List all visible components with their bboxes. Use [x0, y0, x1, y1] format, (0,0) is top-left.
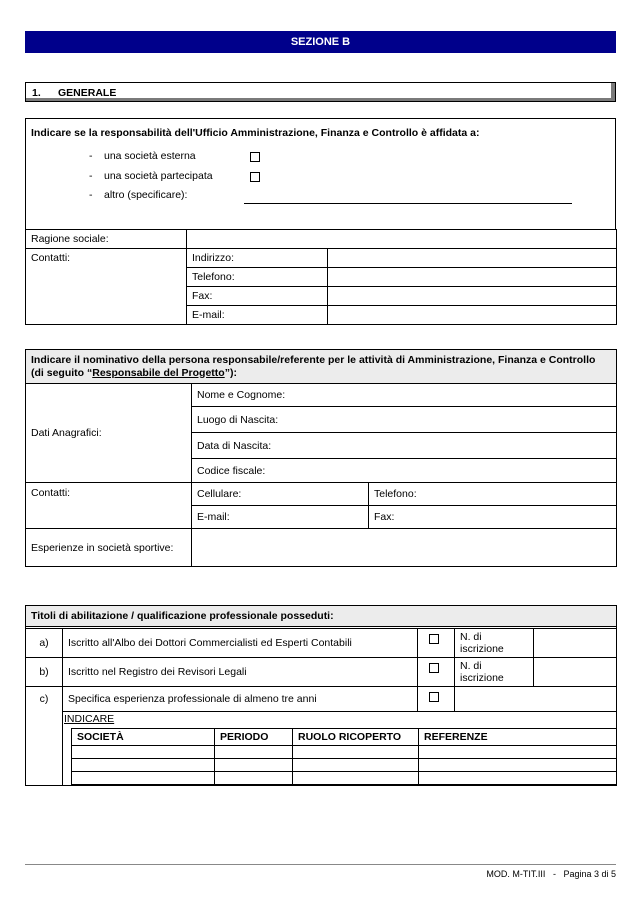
cellulare-field[interactable]: Cellulare: [192, 483, 369, 506]
option-label-altro: altro (specificare): [104, 189, 188, 201]
responsibility-question: Indicare se la responsabilità dell'Ufficio Amministrazione, Finanza e Controllo è affidata a: [31, 127, 480, 139]
inner-cell[interactable] [293, 772, 419, 785]
block-responsibility [25, 118, 616, 230]
fax-label: Fax: [187, 287, 328, 306]
telefono-field-2[interactable]: Telefono: [369, 483, 617, 506]
section-title: GENERALE [58, 87, 117, 99]
data-nascita-field[interactable]: Data di Nascita: [192, 433, 617, 459]
telefono-field[interactable] [328, 268, 617, 287]
row-letter: c) [26, 687, 63, 712]
inner-cell[interactable] [72, 772, 215, 785]
esperienza-checkbox-cell [418, 687, 455, 712]
nome-cognome-field[interactable]: Nome e Cognome: [192, 384, 617, 407]
indicare-label: INDICARE [64, 713, 115, 725]
email-field[interactable] [328, 306, 617, 325]
qualifications-title: Titoli di abilitazione / qualificazione professionale posseduti: [26, 606, 616, 627]
altro-input-line[interactable] [244, 203, 572, 204]
checkbox-albo[interactable] [429, 634, 439, 644]
option-label-partecipata: una società partecipata [104, 170, 213, 182]
ragione-sociale-label: Ragione sociale: [26, 230, 187, 249]
option-dash: - [89, 189, 93, 201]
inner-cell[interactable] [293, 746, 419, 759]
inner-header-periodo: PERIODO [215, 729, 293, 746]
checkbox-partecipata[interactable] [250, 172, 260, 182]
indirizzo-field[interactable] [328, 249, 617, 268]
option-dash: - [89, 170, 93, 182]
footer-rule [25, 864, 616, 865]
luogo-nascita-field[interactable]: Luogo di Nascita: [192, 407, 617, 433]
revisori-n-label: N. di iscrizione [455, 658, 534, 687]
checkbox-revisori[interactable] [429, 663, 439, 673]
inner-cell[interactable] [72, 759, 215, 772]
inner-cell[interactable] [419, 772, 617, 785]
footer-text [486, 869, 616, 879]
inner-cell[interactable] [215, 772, 293, 785]
footer-code: MOD. M-TIT.III [486, 869, 546, 879]
responsible-question: Indicare il nominativo della persona responsabile/referente per le attività di Amministrazione, Finanza e Controllo (di seguito “Responsabile del Progetto”): [26, 350, 617, 384]
email-label: E-mail: [187, 306, 328, 325]
revisori-n-field[interactable] [534, 658, 617, 687]
section-heading [25, 82, 616, 102]
telefono-label: Telefono: [187, 268, 328, 287]
checkbox-esperienza[interactable] [429, 692, 439, 702]
column-divider [62, 711, 63, 786]
section-banner: SEZIONE B [25, 31, 616, 53]
albo-checkbox-cell [418, 629, 455, 658]
albo-label: Iscritto all'Albo dei Dottori Commercialisti ed Esperti Contabili [63, 629, 418, 658]
inner-cell[interactable] [419, 746, 617, 759]
contatti-label: Contatti: [26, 249, 187, 325]
checkbox-external[interactable] [250, 152, 260, 162]
esperienze-label: Esperienze in società sportive: [26, 529, 192, 567]
option-dash: - [89, 150, 93, 162]
ragione-sociale-field[interactable] [187, 230, 617, 249]
option-label-external: una società esterna [104, 150, 196, 162]
revisori-checkbox-cell [418, 658, 455, 687]
dati-anagrafici-label: Dati Anagrafici: [26, 384, 192, 483]
section-number: 1. [32, 87, 41, 99]
inner-header-societa: SOCIETÀ [72, 729, 215, 746]
albo-n-field[interactable] [534, 629, 617, 658]
fax-field-2[interactable]: Fax: [369, 506, 617, 529]
esperienza-field[interactable] [455, 687, 617, 712]
inner-header-referenze: REFERENZE [419, 729, 617, 746]
inner-cell[interactable] [215, 746, 293, 759]
esperienza-label: Specifica esperienza professionale di almeno tre anni [63, 687, 418, 712]
esperienze-field[interactable] [192, 529, 617, 567]
experience-inner-table [71, 728, 617, 785]
inner-cell[interactable] [215, 759, 293, 772]
row-letter: a) [26, 629, 63, 658]
inner-cell[interactable] [419, 759, 617, 772]
footer-separator: - [552, 869, 556, 879]
responsible-table [25, 349, 617, 567]
codice-fiscale-field[interactable]: Codice fiscale: [192, 459, 617, 483]
email-field-2[interactable]: E-mail: [192, 506, 369, 529]
company-table [25, 229, 617, 325]
row-letter: b) [26, 658, 63, 687]
inner-cell[interactable] [293, 759, 419, 772]
revisori-label: Iscritto nel Registro dei Revisori Legali [63, 658, 418, 687]
inner-header-ruolo: RUOLO RICOPERTO [293, 729, 419, 746]
qualifications-table [25, 628, 617, 712]
albo-n-label: N. di iscrizione [455, 629, 534, 658]
indirizzo-label: Indirizzo: [187, 249, 328, 268]
footer-page: Pagina 3 di 5 [563, 869, 616, 879]
inner-cell[interactable] [72, 746, 215, 759]
contatti-label-2: Contatti: [26, 483, 192, 529]
fax-field[interactable] [328, 287, 617, 306]
